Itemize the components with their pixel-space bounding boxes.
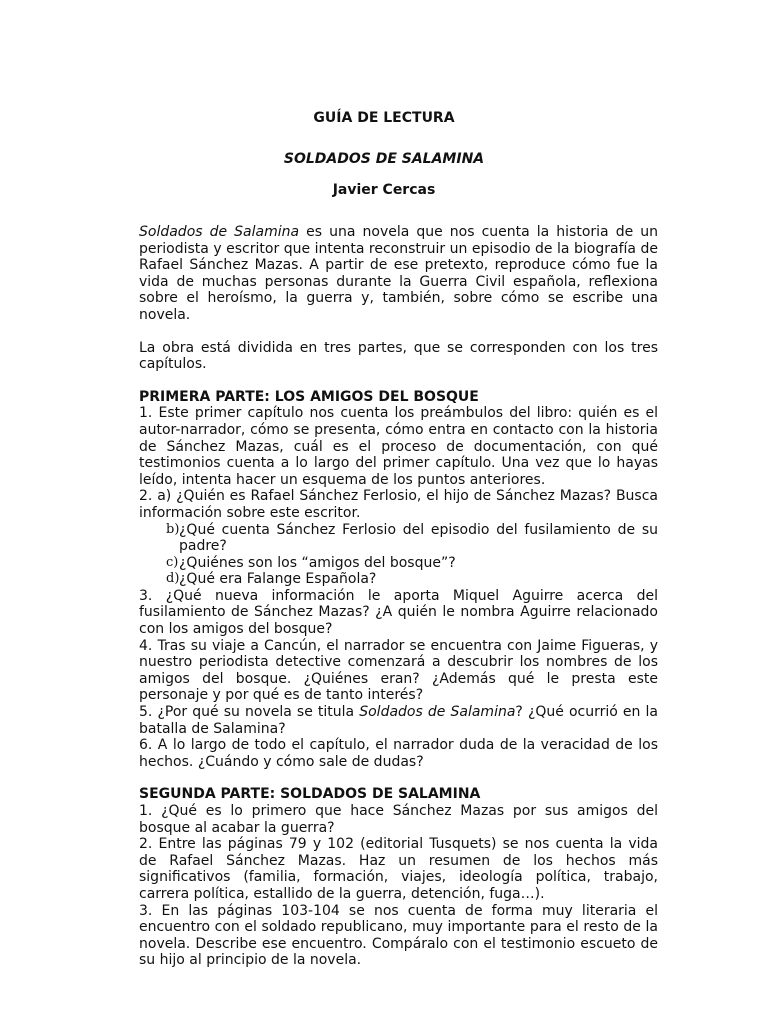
part-one-question-1: 1. Este primer capítulo nos cuenta los preámbulos del libro: quién es el autor-narrador, cómo se presenta, cómo entra en contacto con la historia de Sánchez Mazas, cuál es el proceso de documentación, con qué testimonios cuenta a lo largo del primer capítulo. Una vez que lo hayas leído, intenta hacer un esquema de los puntos anteriores. <box>139 405 658 488</box>
book-title: SOLDADOS DE SALAMINA <box>283 151 485 167</box>
question-5-text-end: ? ¿Qué ocurrió en la batalla de Salamina? <box>139 704 658 737</box>
question-5-text-start: 5. ¿Por qué su novela se titula <box>139 704 360 721</box>
list-item-text: ¿Qué era Falange Española? <box>179 571 377 588</box>
part-one-question-3: 3. ¿Qué nueva información le aporta Miquel Aguirre acerca del fusilamiento de Sánchez Mazas? ¿A quién le nombra Aguirre relacionado con los amigos del bosque? <box>139 587 658 638</box>
document-body <box>139 224 658 969</box>
list-item-text: ¿Quiénes son los “amigos del bosque”? <box>179 554 456 571</box>
list-item <box>139 522 658 555</box>
list-item <box>139 571 658 588</box>
part-one-section <box>139 389 658 771</box>
part-one-question-2: 2. a) ¿Quién es Rafael Sánchez Ferlosio, el hijo de Sánchez Mazas? Busca información sobre este escritor. <box>139 488 658 521</box>
list-item-letter: d) <box>166 571 180 587</box>
list-item-letter: c) <box>166 554 179 570</box>
author-name: Javier Cercas <box>332 182 436 198</box>
part-two-title: SEGUNDA PARTE: SOLDADOS DE SALAMINA <box>139 786 481 803</box>
structure-paragraph: La obra está dividida en tres partes, que se corresponden con los tres capítulos. <box>139 339 658 373</box>
part-two-question-3: 3. En las páginas 103-104 se nos cuenta de forma muy literaria el encuentro con el soldado republicano, muy importante para el resto de la novela. Describe ese encuentro. Compáralo con el testimonio escueto de su hijo al principio de la novela. <box>139 902 658 969</box>
intro-paragraph <box>139 224 658 324</box>
intro-book-title: Soldados de Salamina <box>139 224 300 240</box>
part-one-question-4: 4. Tras su viaje a Cancún, el narrador se encuentra con Jaime Figueras, y nuestro periodista detective comenzará a descubrir los nombres de los amigos del bosque. ¿Quiénes eran? ¿Además qué le presta este personaje y por qué es de tanto interés? <box>139 637 658 704</box>
part-one-title: PRIMERA PARTE: LOS AMIGOS DEL BOSQUE <box>139 388 479 405</box>
part-two-question-2: 2. Entre las páginas 79 y 102 (editorial Tusquets) se nos cuenta la vida de Rafael Sánchez Mazas. Haz un resumen de los hechos más significativos (familia, formación, viajes, ideología política, trabajo, carrera política, estallido de la guerra, detención, fuga…). <box>139 836 658 902</box>
part-one-question-6: 6. A lo largo de todo el capítulo, el narrador duda de la veracidad de los hechos. ¿Cuándo y cómo sale de dudas? <box>139 737 658 770</box>
intro-text: es una novela que nos cuenta la historia de un periodista y escritor que intenta reconstruir un episodio de la biografía de Rafael Sánchez Mazas. A partir de ese pretexto, reproduce cómo fue la vida de muchas personas durante la Guerra Civil española, reflexiona sobre el heroísmo, la guerra y, también, sobre cómo se escribe una novela. <box>139 224 658 323</box>
part-one-question-5 <box>139 704 658 737</box>
document-title: GUÍA DE LECTURA <box>313 110 455 126</box>
list-item-text: ¿Qué cuenta Sánchez Ferlosio del episodio del fusilamiento de su padre? <box>179 521 658 555</box>
list-item <box>139 555 658 572</box>
part-one-question-2-subitems <box>139 522 658 588</box>
question-5-book-title: Soldados de Salamina <box>359 704 516 721</box>
list-item-letter: b) <box>166 521 180 537</box>
part-two-question-1: 1. ¿Qué es lo primero que hace Sánchez Mazas por sus amigos del bosque al acabar la guerra? <box>139 803 658 836</box>
part-two-section <box>139 786 658 969</box>
